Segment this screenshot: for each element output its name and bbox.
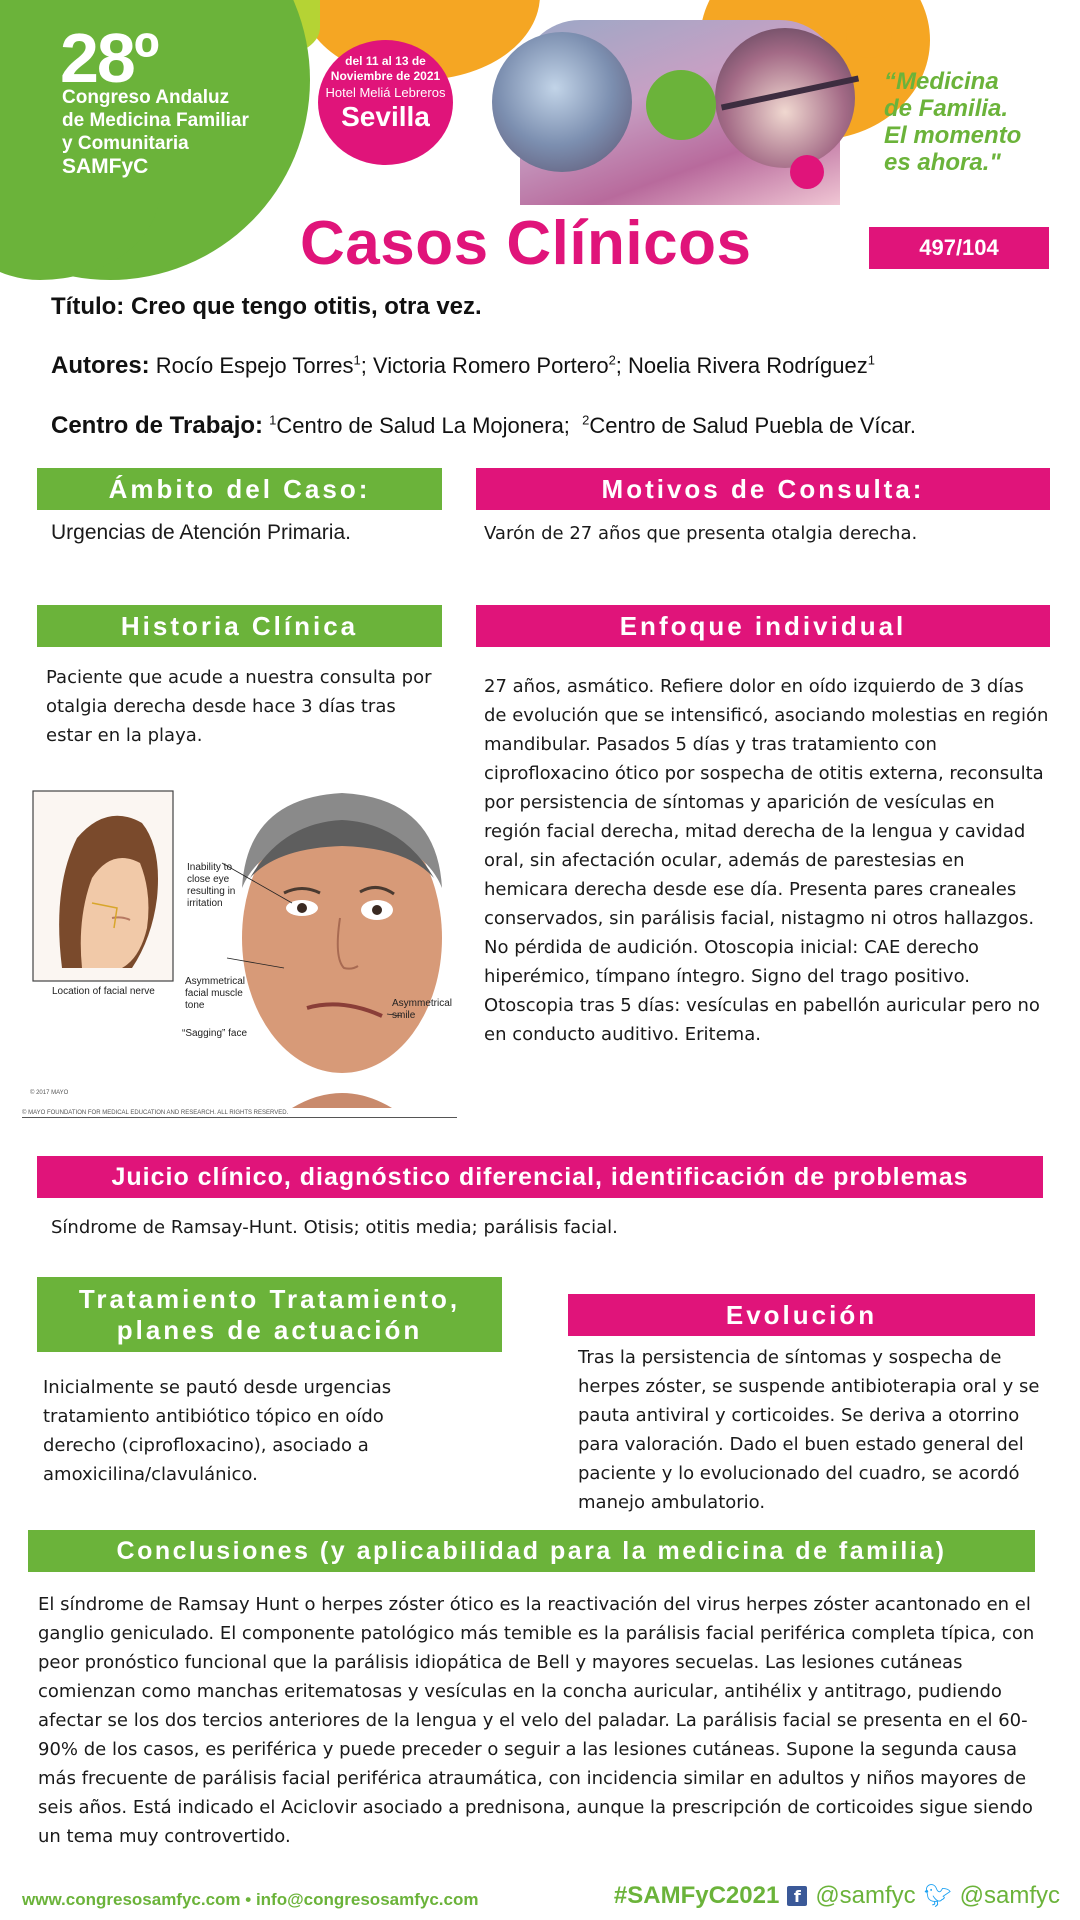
section-header-tratamiento: [37, 1277, 502, 1352]
facial-palsy-illustration: [22, 768, 457, 1118]
center-affiliation: 1: [269, 412, 277, 428]
congress-edition: 28º: [60, 19, 158, 97]
footer-website[interactable]: www.congresosamfyc.com • info@congresosamfyc.com: [22, 1890, 479, 1909]
facial-palsy-drawing: [22, 768, 457, 1118]
case-id-badge: 497/104: [869, 227, 1049, 269]
section-header-evolucion: Evolución: [568, 1294, 1035, 1336]
decor-green-dot: [646, 70, 716, 140]
slogan-line: El momento: [884, 122, 1022, 149]
poster-title: Casos Clínicos: [300, 209, 752, 278]
tratamiento-header-line: planes de actuación: [116, 1314, 423, 1345]
footer-facebook-handle[interactable]: @samfyc: [815, 1882, 916, 1909]
congress-name: [62, 86, 312, 178]
center-affiliation: 2: [582, 412, 590, 428]
decor-orange-dot: [846, 12, 892, 58]
illus-label-sagging: “Sagging” face: [182, 1028, 248, 1039]
author-name: Noelia Rivera Rodríguez: [628, 353, 868, 378]
author-affiliation: 1: [867, 352, 875, 368]
case-title: Título: Creo que tengo otitis, otra vez.: [51, 293, 482, 320]
section-body-conclusiones: El síndrome de Ramsay Hunt o herpes zóster ótico es la reactivación del virus herpes zóster acantonado en el ganglio geniculado. El componente patológico más temible es la parálisis facial periférica completa típica, con peor pronóstico funcional que la parálisis idiopática de Bell y mayores secuelas. Las lesiones cutáneas comienzan como manchas eritematosas y vesículas en la concha auricular, antihélix y antitrago, pudiendo afectar se los dos tercios anteriores de la lengua y el velo del paladar. La parálisis facial se presenta en el 60-90% de los casos, es periférica y puede preceder o seguir a las lesiones cutáneas. Supone la segunda causa más frecuente de parálisis facial periférica atraumática, con incidencia similar en adultos y niños mayores de seis años. Está indicado el Aciclovir asociado a prednisona, aunque la prescripción de corticoides sigue siendo un tema muy controvertido.: [38, 1594, 1035, 1847]
congress-abbr: SAMFyC: [62, 155, 149, 178]
congress-name-line: y Comunitaria: [62, 133, 189, 154]
section-header-enfoque: Enfoque individual: [476, 605, 1050, 647]
illus-label-inability: Inability to close eye resulting in irritation: [187, 862, 236, 909]
footer-twitter-handle[interactable]: @samfyc: [959, 1882, 1060, 1909]
footer-social: [614, 1882, 1060, 1910]
date-venue-badge: [318, 40, 453, 165]
section-body-enfoque: 27 años, asmático. Refiere dolor en oído izquierdo de 3 días de evolución que se intensificó, asociando molestias en región mandibular. Pasados 5 días y tras tratamiento con ciprofloxacino ótico por sospecha de otitis externa, reconsulta por persistencia de síntomas y aparición de vesículas en región facial derecha, mitad derecha de la lengua y cavidad oral, sin afectación ocular, además de parestesias en hemicara derecha desde ese día. Presenta pares craneales conservados, sin parálisis facial, nistagmo ni otros hallazgos. No pérdida de audición. Otoscopia inicial: CAE derecho hiperémico, tímpano íntegro. Signo del trago positivo. Otoscopia tras 5 días: vesículas en pabellón auricular pero no en conducto auditivo. Eritema.: [484, 676, 1049, 1045]
congress-name-line: Congreso Andaluz: [62, 87, 230, 108]
author-affiliation: 2: [608, 352, 616, 368]
sevilla-bridge-photo: [715, 28, 855, 168]
center-label: Centro de Trabajo:: [51, 412, 264, 439]
sevilla-statue-photo: [492, 32, 632, 172]
illus-copyright-line: © MAYO FOUNDATION FOR MEDICAL EDUCATION AND RESEARCH. ALL RIGHTS RESERVED.: [22, 1110, 289, 1116]
city-line: Sevilla: [341, 101, 430, 132]
section-body-juicio: Síndrome de Ramsay-Hunt. Otisis; otitis media; parálisis facial.: [51, 1217, 618, 1238]
tratamiento-header-line: Tratamiento Tratamiento,: [78, 1283, 461, 1314]
section-body-motivos: Varón de 27 años que presenta otalgia derecha.: [484, 523, 918, 544]
section-body-ambito: Urgencias de Atención Primaria.: [51, 521, 351, 544]
congress-name-line: de Medicina Familiar: [62, 110, 249, 131]
section-header-motivos: Motivos de Consulta:: [476, 468, 1050, 510]
authors-line: [51, 352, 875, 380]
author-affiliation: 1: [353, 352, 361, 368]
illus-label-asym-smile: Asymmetrical smile: [392, 998, 453, 1021]
date-line-1: del 11 al 13 de: [345, 54, 426, 68]
separator: ;: [360, 353, 367, 378]
illus-copyright-year: © 2017 MAYO: [30, 1090, 69, 1096]
section-header-juicio: Juicio clínico, diagnóstico diferencial, identificación de problemas: [37, 1156, 1043, 1198]
facebook-icon: f: [787, 1886, 807, 1906]
center-name: Centro de Salud La Mojonera;: [276, 413, 570, 438]
slogan-line: “Medicina: [884, 68, 999, 95]
section-header-historia: Historia Clínica: [37, 605, 442, 647]
section-body-tratamiento: Inicialmente se pautó desde urgencias tratamiento antibiótico tópico en oído derecho (ciprofloxacino), asociado a amoxicilina/clavulánico.: [43, 1377, 392, 1485]
section-header-ambito: Ámbito del Caso:: [37, 468, 442, 510]
venue-line: Hotel Meliá Lebreros: [325, 85, 446, 100]
work-center-line: [51, 412, 916, 440]
separator: ;: [615, 353, 622, 378]
section-header-conclusiones: Conclusiones (y aplicabilidad para la medicina de familia): [28, 1530, 1035, 1572]
slogan-line: de Familia.: [884, 95, 1009, 122]
section-body-evolucion: Tras la persistencia de síntomas y sospecha de herpes zóster, se suspende antibioterapia oral y se pauta antiviral y corticoides. Se deriva a otorrino para valoración. Dado el buen estado general del paciente y lo evolucionado del cuadro, se acordó manejo ambulatorio.: [578, 1347, 1040, 1513]
decor-pink-dot: [790, 155, 824, 189]
section-body-historia: Paciente que acude a nuestra consulta por otalgia derecha desde hace 3 días tras estar en la playa.: [46, 667, 432, 746]
slogan-line: es ahora.": [884, 149, 1001, 176]
center-name: Centro de Salud Puebla de Vícar.: [589, 413, 916, 438]
footer-hashtag[interactable]: #SAMFyC2021: [613, 1882, 780, 1909]
author-name: Victoria Romero Portero: [372, 353, 609, 378]
illus-label-location: Location of facial nerve: [52, 986, 155, 997]
authors-label: Autores:: [51, 352, 150, 379]
slogan: [884, 68, 1074, 176]
author-name: Rocío Espejo Torres: [155, 353, 354, 378]
date-line-2: Noviembre de 2021: [330, 69, 441, 83]
twitter-icon: 🐦︎: [923, 1883, 952, 1908]
illus-label-asym-tone: Asymmetrical facial muscle tone: [185, 976, 246, 1011]
